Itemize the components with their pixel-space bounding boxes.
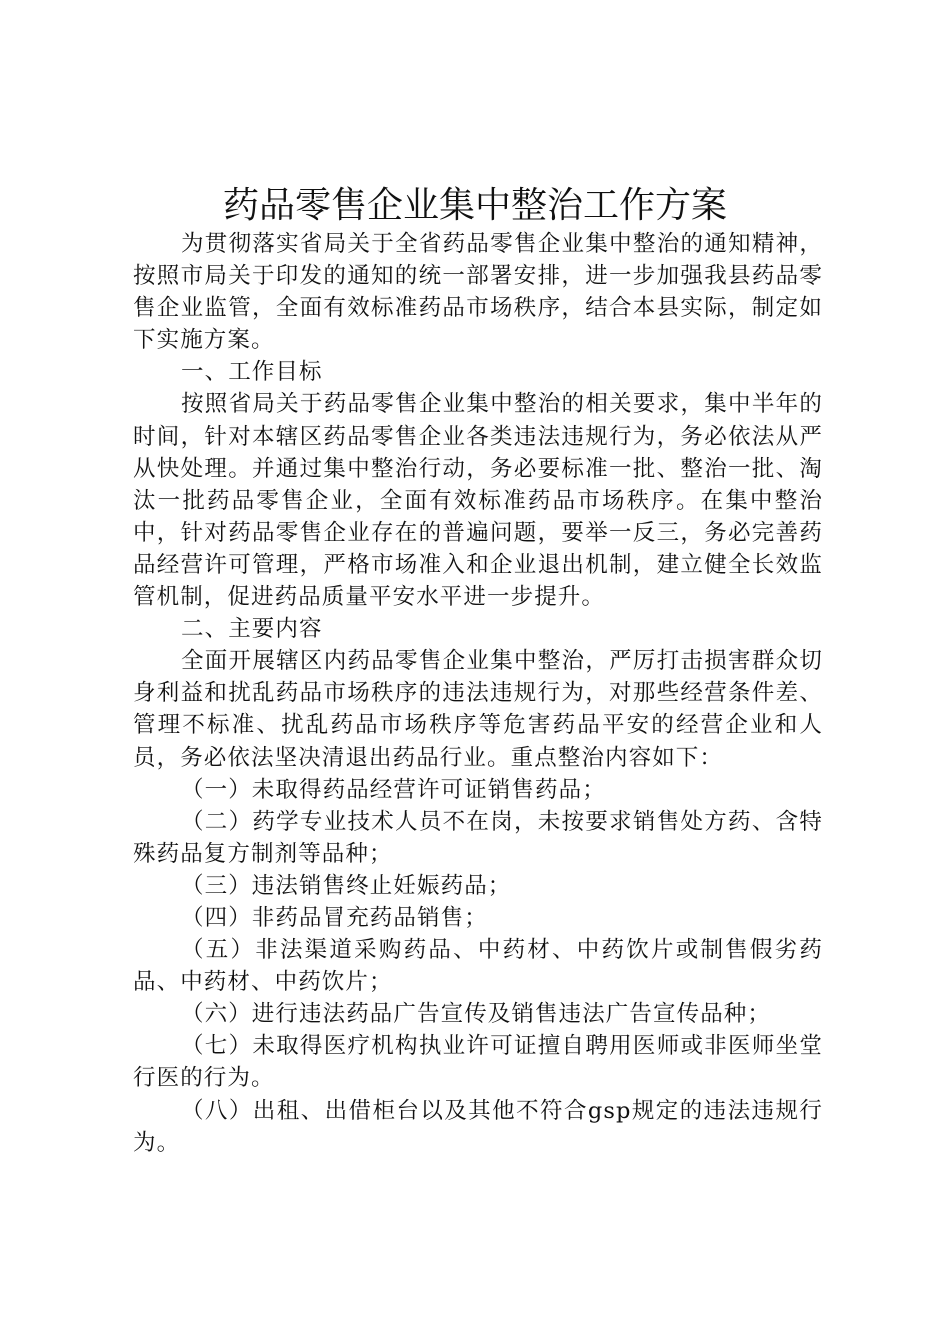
list-item: （七）未取得医疗机构执业许可证擅自聘用医师或非医师坐堂行医的行为。	[133, 1033, 823, 1092]
list-item: （二）药学专业技术人员不在岗，未按要求销售处方药、含特殊药品复方制剂等品种；	[133, 808, 823, 867]
document-body	[133, 228, 823, 1159]
section-heading-main-content: 二、主要内容	[181, 616, 323, 643]
list-item: （六）进行违法药品广告宣传及销售违法广告宣传品种；	[181, 1001, 772, 1028]
list-item: （一）未取得药品经营许可证销售药品；	[181, 776, 606, 803]
list-item: （八）出租、出借柜台以及其他不符合gsp规定的违法违规行为。	[133, 1097, 823, 1156]
list-item: （五）非法渠道采购药品、中药材、中药饮片或制售假劣药品、中药材、中药饮片；	[133, 937, 823, 996]
document-title: 药品零售企业集中整治工作方案	[222, 185, 727, 226]
intro-paragraph: 为贯彻落实省局关于全省药品零售企业集中整治的通知精神，按照市局关于印发的通知的统一部署安排，进一步加强我县药品零售企业监管，全面有效标准药品市场秩序，结合本县实际，制定如下实施方案。	[133, 231, 823, 354]
list-item: （三）违法销售终止妊娠药品；	[181, 872, 512, 899]
section-heading-work-goals: 一、工作目标	[181, 359, 323, 386]
work-goals-paragraph: 按照省局关于药品零售企业集中整治的相关要求，集中半年的时间，针对本辖区药品零售企业各类违法违规行为，务必依法从严从快处理。并通过集中整治行动，务必要标准一批、整治一批、淘汰一批药品零售企业，全面有效标准药品市场秩序。在集中整治中，针对药品零售企业存在的普遍问题，要举一反三，务必完善药品经营许可管理，严格市场准入和企业退出机制，建立健全长效监管机制，促进药品质量平安水平进一步提升。	[133, 391, 823, 611]
list-item: （四）非药品冒充药品销售；	[181, 904, 488, 931]
main-content-paragraph: 全面开展辖区内药品零售企业集中整治，严厉打击损害群众切身利益和扰乱药品市场秩序的违法违规行为，对那些经营条件差、管理不标准、扰乱药品市场秩序等危害药品平安的经营企业和人员，务必依法坚决清退出药品行业。重点整治内容如下：	[133, 648, 823, 771]
